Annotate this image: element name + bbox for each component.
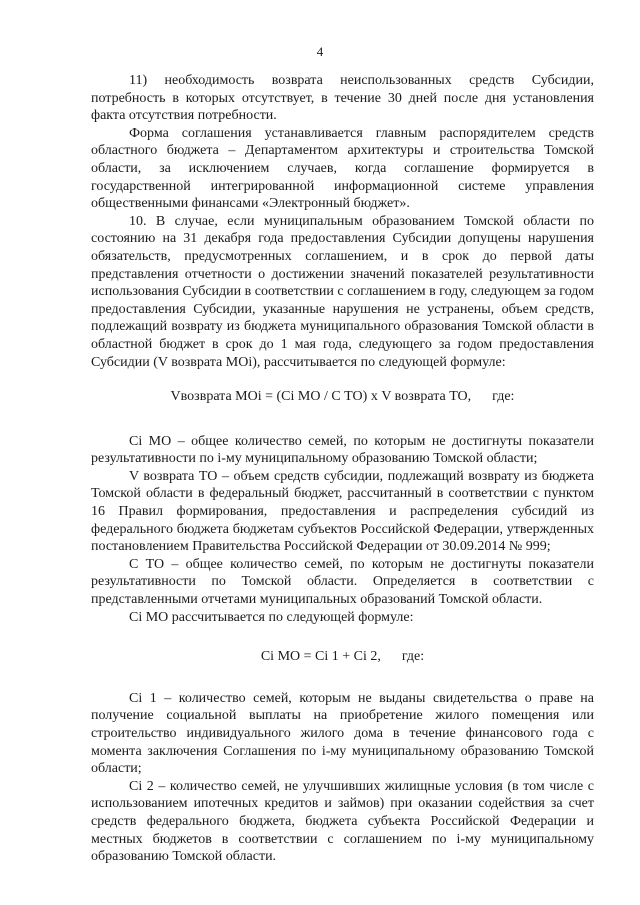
formula-refund-amount: Vвозврата МОi = (Ci МО / С ТО) х V возврата ТО, где: — [170, 389, 515, 405]
definition-ci-2: Ci 2 – количество семей, не улучшивших жилищные условия (в том числе с использованием ипотечных кредитов и займов) при оказании содействия за счет средств федерального бюджета, бюджета субъекта Российской Федерации и местных бюджетов в соответствии с соглашением по i-му муниципальному образованию Томской области. — [91, 778, 594, 865]
paragraph-agreement-form: Форма соглашения устанавливается главным распорядителем средств областного бюджета – Департаментом архитектуры и строительства Томской области, за исключением случаев, когда соглашение формируется в государственной интегрированной информационной системе управления общественными финансами «Электронный бюджет». — [91, 125, 594, 212]
ci-mo-formula-intro: Ci МО рассчитывается по следующей формуле: — [129, 609, 414, 625]
paragraph-item-11: 11) необходимость возврата неиспользованных средств Субсидии, потребность в которых отсутствует, в течение 30 дней после дня установления факта отсутствия потребности. — [91, 73, 594, 124]
document-body — [91, 72, 594, 866]
definition-ci-mo: Ci МО – общее количество семей, по которым не достигнуты показатели результативности по i-му муниципальному образованию Томской области; — [91, 433, 594, 467]
formula-ci-mo: Ci МО = Ci 1 + Ci 2, где: — [260, 649, 425, 665]
page-number: 4 — [316, 44, 324, 59]
paragraph-item-10: 10. В случае, если муниципальным образованием Томской области по состоянию на 31 декабря года предоставления Субсидии допущены нарушения обязательств, предусмотренных соглашением, и в срок до первой даты представления отчетности о достижении значений показателей результативности использования Субсидии в соответствии с соглашением в году, следующем за годом предоставления Субсидии, указанные нарушения не устранены, объем средств, подлежащий возврату из бюджета муниципального образования Томской области в областной бюджет в срок до 1 мая года, следующего за годом предоставления Субсидии (V возврата МОi), рассчитывается по следующей формуле: — [91, 213, 595, 370]
definition-v-refund-to: V возврата ТО – объем средств субсидии, подлежащий возврату из бюджета Томской области в федеральный бюджет, рассчитанный в соответствии с пунктом 16 Правил формирования, предоставления и распределения субсидий из федерального бюджета бюджетам субъектов Российской Федерации, утвержденных постановлением Правительства Российской Федерации от 30.09.2014 № 999; — [91, 468, 594, 555]
definition-c-to: С ТО – общее количество семей, по которым не достигнуты показатели результативности по Томской области. Определяется в соответствии с представленными отчетами муниципальных образований Томской области. — [91, 556, 594, 608]
definition-ci-1: Ci 1 – количество семей, которым не выданы свидетельства о праве на получение социальной выплаты на приобретение жилого помещения или строительство индивидуального жилого дома в течение финансового года с момента заключения Соглашения по i-му муниципальному образованию Томской области; — [91, 690, 594, 777]
